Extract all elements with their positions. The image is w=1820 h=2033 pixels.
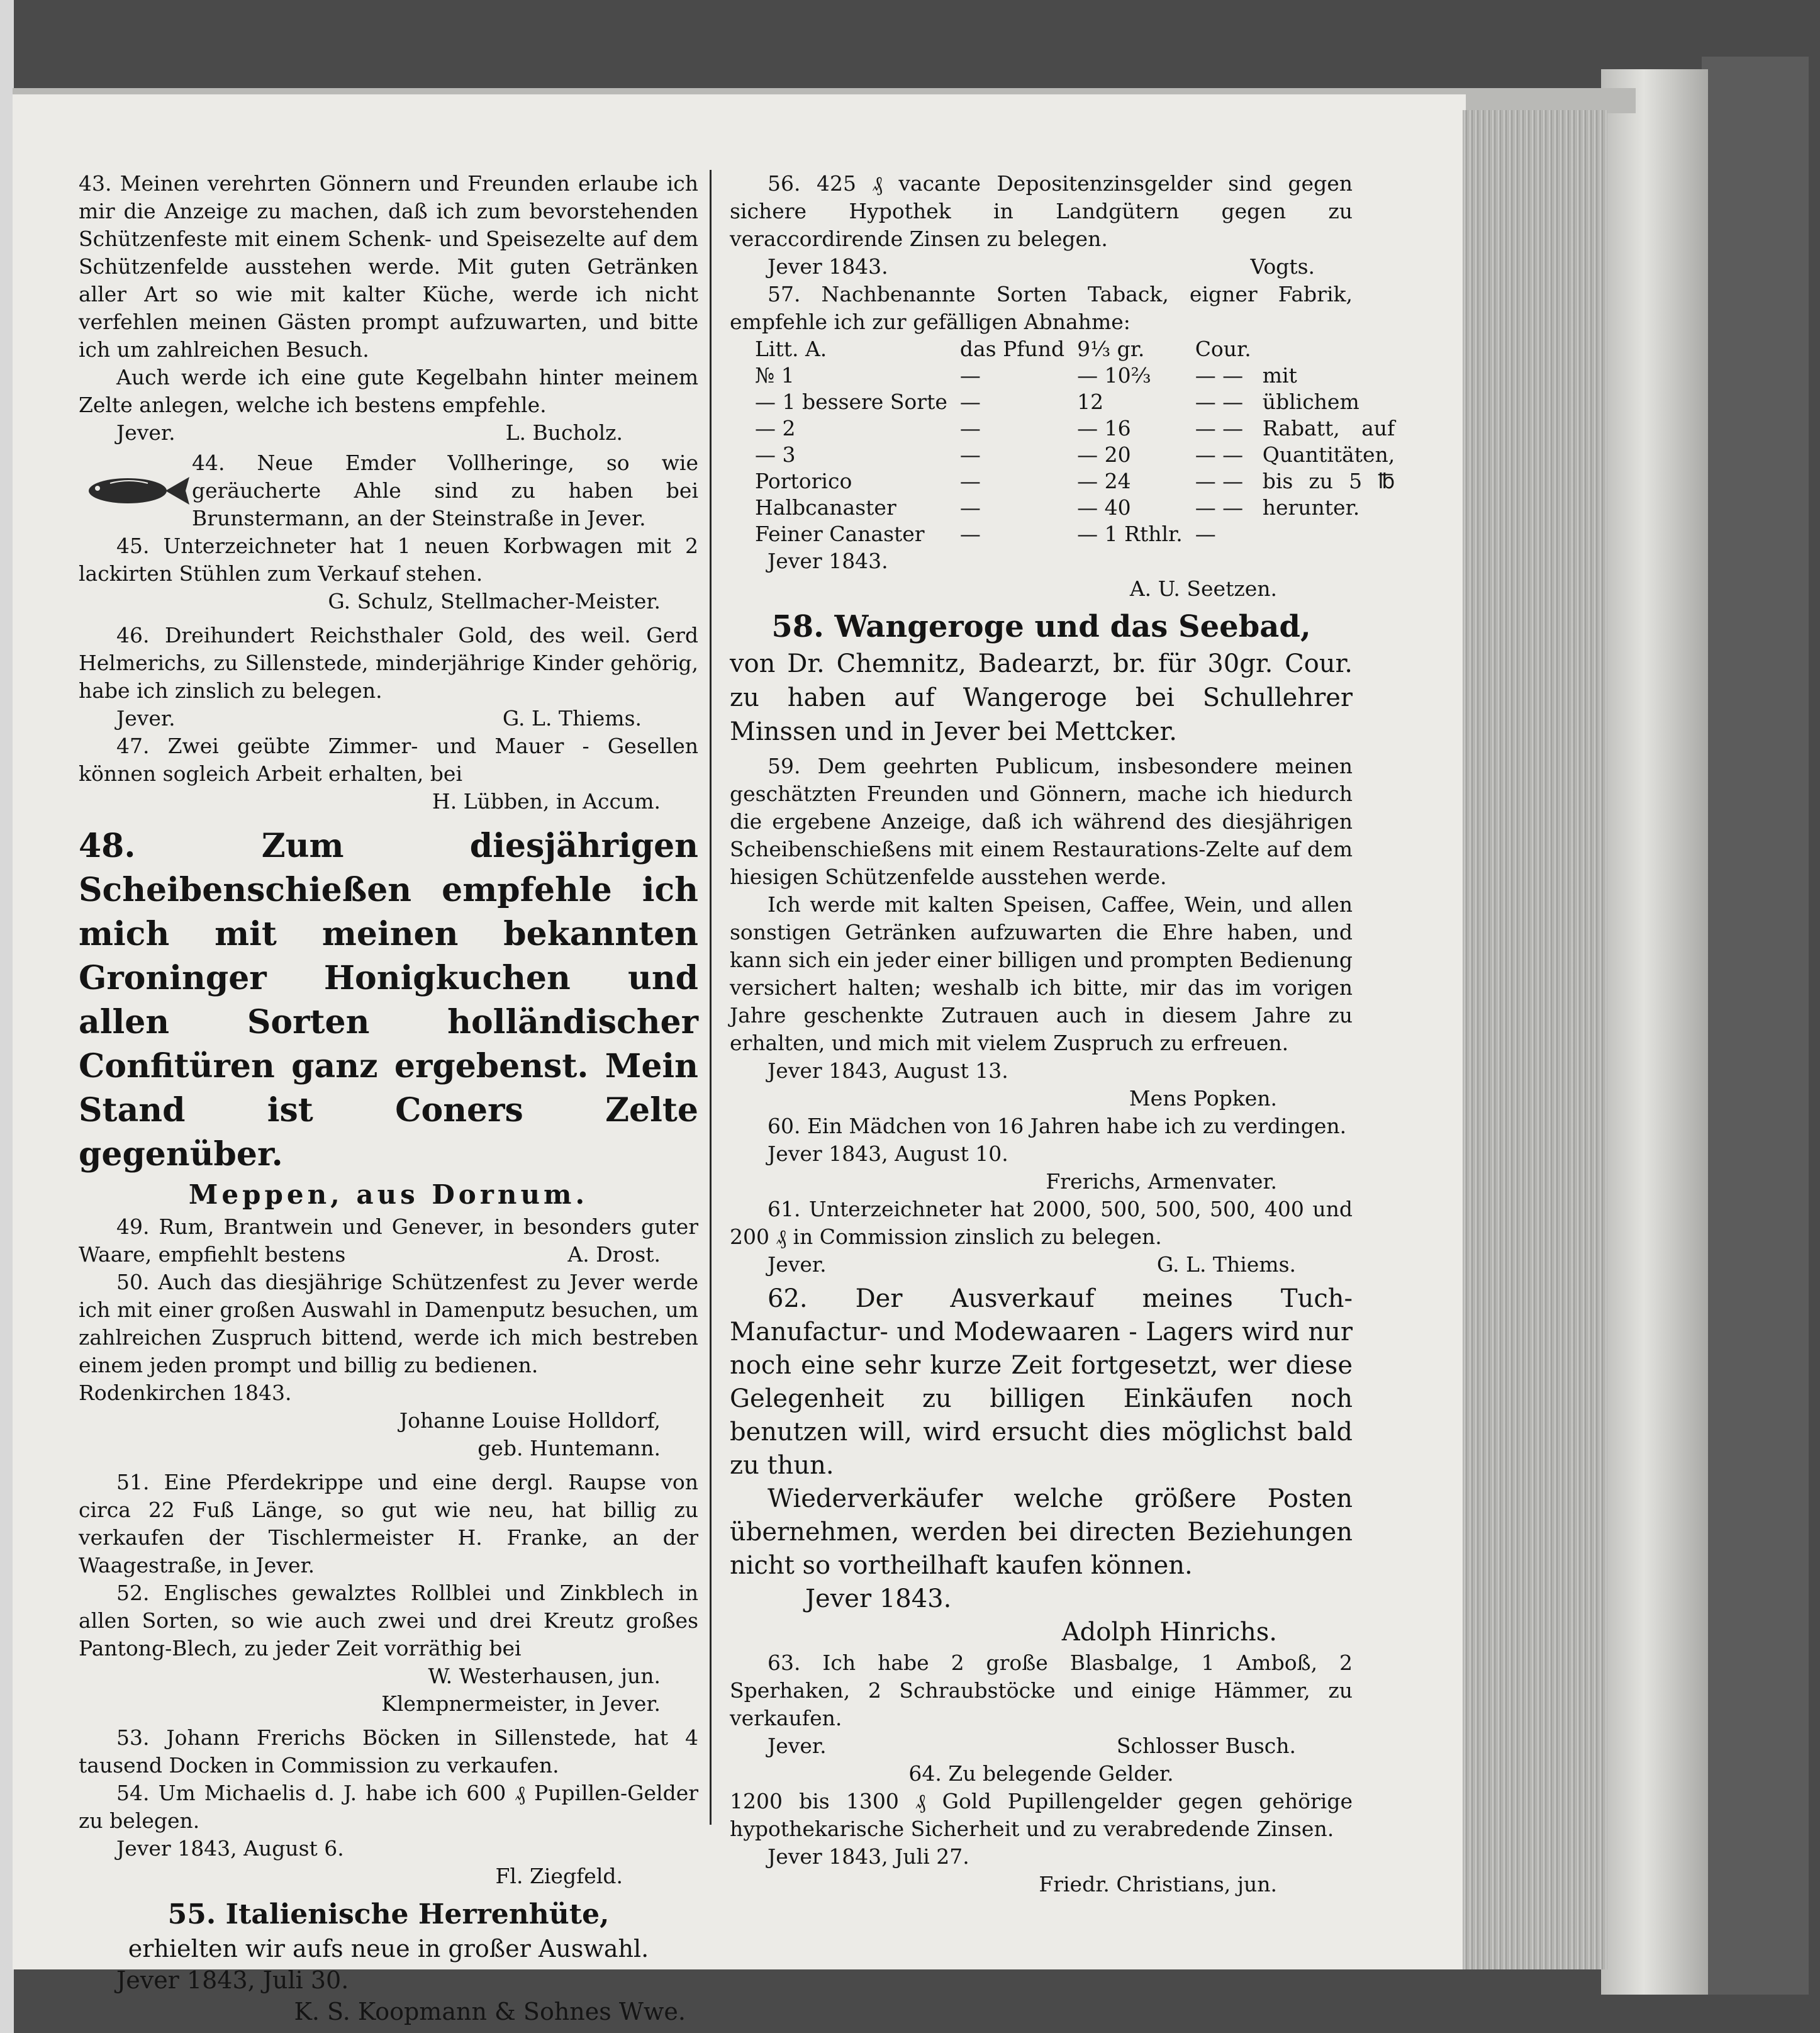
ad-place: Jever. G. L. Thiems. (730, 1251, 1353, 1279)
tobacco-cell: Litt. A. (755, 337, 827, 361)
ad-text: 62. Der Ausverkauf meines Tuch- Manufactur- und Modewaaren - Lagers wird nur noch eine sehr kurze Zeit fortgesetzt, wer diese Gelegenheit zu billigen Einkäufen noch benutzen will, wird ersucht dies möglichst bald zu thun. (730, 1284, 1353, 1480)
ad-signature: Fl. Ziegfeld. (495, 1864, 623, 1888)
ad-59 (730, 753, 1353, 1112)
ad-48 (79, 824, 698, 1213)
ad-signature: Schlosser Busch. (1116, 1733, 1296, 1758)
ad-text: 56. 425 ₰ vacante Depositenzinsgelder sind gegen sichere Hypothek in Landgütern gegen zu veraccordirende Zinsen zu belegen. (730, 171, 1353, 251)
ad-text: 57. Nachbenannte Sorten Taback, eigner Fabrik, empfehle ich zur gefälligen Abnahme: (730, 282, 1353, 334)
ad-signature: Johanne Louise Holldorf, (399, 1408, 661, 1433)
fish-icon (79, 472, 192, 510)
tobacco-cell: Halbcanaster (755, 495, 896, 520)
previous-page-edge (0, 0, 14, 2033)
ad-text: 47. Zwei geübte Zimmer- und Mauer - Gesellen können sogleich Arbeit erhalten, bei (79, 734, 698, 786)
tobacco-row (749, 495, 1258, 521)
ad-60 (730, 1112, 1353, 1196)
ad-signature: G. L. Thiems. (502, 706, 642, 731)
ad-signature: geb. Huntemann. (477, 1436, 661, 1460)
ad-heading: 64. Zu belegende Gelder. (908, 1761, 1174, 1786)
tobacco-cell: — 1 Rthlr. (1077, 522, 1183, 546)
ad-64 (730, 1760, 1353, 1898)
ad-place: Jever 1843, August 13. (768, 1058, 1008, 1083)
tobacco-cell: — 10⅔ (1077, 363, 1151, 388)
ad-text: 49. Rum, Brantwein und Genever, in besonders guter Waare, empfiehlt bestens (79, 1214, 698, 1267)
tobacco-cell: — (959, 522, 981, 546)
ad-place: Rodenkirchen 1843. (79, 1381, 292, 1405)
ad-43 (79, 170, 698, 447)
ad-text: 63. Ich habe 2 große Blasbalge, 1 Amboß, 2 Sperhaken, 2 Schraubstöcke und einige Hämmer, zu verkaufen. (730, 1650, 1353, 1730)
tobacco-cell: das Pfund (959, 337, 1065, 361)
ad-text: 44. Neue Emder Vollheringe, so wie geräucherte Ahle sind zu haben bei Brunstermann, an der Steinstraße in Jever. (192, 451, 698, 530)
book-cover-board (1601, 69, 1708, 1995)
ad-text: 46. Dreihundert Reichsthaler Gold, des weil. Gerd Helmerichs, zu Sillenstede, minderjährige Kinder gehörig, habe ich zinslich zu belegen. (79, 623, 698, 703)
tobacco-row (749, 415, 1258, 442)
ad-63 (730, 1649, 1353, 1760)
ad-heading: 55. Italienische Herrenhüte, (167, 1898, 610, 1930)
ad-53 (79, 1724, 698, 1779)
ad-50 (79, 1269, 698, 1462)
tobacco-row (749, 468, 1258, 495)
ad-signature: L. Bucholz. (505, 420, 623, 445)
ad-text: 43. Meinen verehrten Gönnern und Freunden erlaube ich mir die Anzeige zu machen, daß ich zum bevorstehenden Schützenfeste mit einem Schenk- und Speisezelte auf dem Schützenfelde ausstehen werde. Mit guten Getränken aller Art so wie mit kalter Küche, werde ich nicht verfehlen meinen Gästen prompt aufzuwarten, und bitte ich um zahlreichen Besuch. (79, 171, 698, 362)
ad-62 (730, 1282, 1353, 1649)
ad-text: Auch werde ich eine gute Kegelbahn hinter meinem Zelte anlegen, welche ich bestens empfehle. (79, 365, 698, 417)
ad-signature: Friedr. Christians, jun. (1039, 1872, 1277, 1896)
ad-text: Wiederverkäufer welche größere Posten übernehmen, werden bei directen Beziehungen nicht so vortheilhaft kaufen können. (730, 1484, 1353, 1580)
ad-46 (79, 622, 698, 732)
ad-54 (79, 1779, 698, 1890)
ad-place: Jever 1843, August 10. (768, 1141, 1008, 1166)
tobacco-cell: — (1195, 522, 1216, 546)
tobacco-cell: — 24 (1077, 469, 1131, 493)
tobacco-cell: — — (1195, 416, 1244, 440)
ad-text: erhielten wir aufs neue in großer Auswahl. (128, 1935, 649, 1963)
ad-57 (730, 281, 1395, 603)
ad-signature: Vogts. (1250, 254, 1315, 279)
tobacco-cell: — 16 (1077, 416, 1131, 440)
ad-signature: Meppen, aus Dornum. (188, 1179, 589, 1210)
ad-place: Jever 1843, August 6. (116, 1836, 344, 1861)
tobacco-cell: — (959, 363, 981, 388)
tobacco-cell: — (959, 442, 981, 467)
ad-55 (79, 1896, 698, 2027)
tobacco-cell: № 1 (755, 363, 795, 388)
tobacco-row (749, 336, 1258, 362)
page-stack-edges (1463, 110, 1607, 1969)
ad-text: Ich werde mit kalten Speisen, Caffee, Wein, und allen sonstigen Getränken aufzuwarten die Ehre haben, und kann sich ein jeder einer billigen und prompten Bedienung versichert halten; weshalb ich bitte, mir das im vorigen Jahre geschenkte Zutrauen auch in diesem Jahre zu erhalten, und mich mit vielem Zuspruch zu erfreuen. (730, 892, 1353, 1055)
tobacco-cell: — — (1195, 495, 1244, 520)
ad-signature: Adolph Hinrichs. (1061, 1618, 1277, 1647)
tobacco-cell: — — (1195, 469, 1244, 493)
ad-signature: H. Lübben, in Accum. (432, 789, 661, 814)
ad-signature: K. S. Koopmann & Sohnes Wwe. (294, 1998, 686, 2025)
tobacco-row (749, 521, 1258, 547)
ad-text: 52. Englisches gewalztes Rollblei und Zinkblech in allen Sorten, so wie auch zwei und drei Kreutz großes Pantong-Blech, zu jeder Zeit vorräthig bei (79, 1581, 698, 1661)
left-column (79, 170, 698, 2027)
ad-text: 59. Dem geehrten Publicum, insbesondere meinen geschätzten Freunden und Gönnern, mache ich hiedurch die ergebene Anzeige, daß ich während des diesjährigen Scheibenschießens mit einem Restaurations-Zelte auf dem hiesigen Schützenfelde ausstehen werde. (730, 754, 1353, 889)
ad-58 (730, 607, 1353, 749)
ad-signature: Mens Popken. (1129, 1086, 1277, 1111)
tobacco-price-list (730, 336, 1395, 547)
tobacco-cell: — 2 (755, 416, 796, 440)
ad-text: 50. Auch das diesjährige Schützenfest zu Jever werde ich mit einer großen Auswahl in Damenputz besuchen, um zahlreichen Zuspruch bittend, werde ich mich bestreben einem jeden prompt und billig zu bedienen. (79, 1270, 698, 1377)
ad-signature: G. L. Thiems. (1156, 1252, 1296, 1277)
tobacco-table (749, 336, 1258, 547)
ad-49 (79, 1213, 698, 1269)
tobacco-cell: — (959, 469, 981, 493)
tobacco-cell: Portorico (755, 469, 852, 493)
tobacco-row (749, 389, 1258, 415)
ad-text: 1200 bis 1300 ₰ Gold Pupillengelder gegen gehörige hypothekarische Sicherheit und zu verabredende Zinsen. (730, 1789, 1353, 1841)
tobacco-cell: — 3 (755, 442, 796, 467)
ad-place: Jever 1843. (805, 1584, 952, 1613)
ad-text: 61. Unterzeichneter hat 2000, 500, 500, 500, 400 und 200 ₰ in Commission zinslich zu belegen. (730, 1197, 1353, 1249)
ad-signature: Klempnermeister, in Jever. (381, 1691, 661, 1716)
ad-51 (79, 1469, 698, 1579)
tobacco-row (749, 442, 1258, 468)
ad-place: Jever 1843, Juli 30. (116, 1966, 349, 1994)
right-column (730, 170, 1395, 1898)
tobacco-cell: — 1 bessere Sorte (755, 389, 947, 414)
ad-47 (79, 732, 698, 815)
ad-text: 51. Eine Pferdekrippe und eine dergl. Raupse von circa 22 Fuß Länge, so gut wie neu, hat billig zu verkaufen der Tischlermeister H. Franke, an der Waagestraße, in Jever. (79, 1470, 698, 1577)
ad-52 (79, 1579, 698, 1718)
tobacco-row (749, 362, 1258, 389)
ad-61 (730, 1196, 1353, 1279)
tobacco-cell: — (959, 416, 981, 440)
ad-56 (730, 170, 1353, 281)
tobacco-cell: 9⅓ gr. (1077, 337, 1145, 361)
tobacco-cell: — 20 (1077, 442, 1131, 467)
ad-place: Jever 1843. Vogts. (730, 253, 1353, 281)
ad-place: Jever. G. L. Thiems. (79, 705, 698, 732)
ad-signature: A. Drost. (567, 1242, 661, 1267)
ad-place: Jever. L. Bucholz. (79, 419, 698, 447)
tobacco-cell: — 40 (1077, 495, 1131, 520)
ad-text: 60. Ein Mädchen von 16 Jahren habe ich zu verdingen. (768, 1114, 1347, 1138)
ad-text: von Dr. Chemnitz, Badearzt, br. für 30gr. Cour. zu haben auf Wangeroge bei Schullehrer Minssen und in Jever bei Mettcker. (730, 649, 1353, 746)
ad-45 (79, 532, 698, 615)
tobacco-cell: — — (1195, 442, 1244, 467)
ad-text: 53. Johann Frerichs Böcken in Sillenstede, hat 4 tausend Docken in Commission zu verkaufen. (79, 1725, 698, 1778)
tobacco-cell: Feiner Canaster (755, 522, 925, 546)
tobacco-cell: — (959, 389, 981, 414)
tobacco-cell: — — (1195, 389, 1244, 414)
tobacco-cell: Cour. (1195, 337, 1251, 361)
ad-place: Jever. Schlosser Busch. (730, 1732, 1353, 1760)
ad-display-text: 48. Zum diesjährigen Scheibenschießen empfehle ich mich mit meinen bekannten Groninger Honigkuchen und allen Sorten holländischer Confitüren ganz ergebenst. Mein Stand ist Coners Zelte gegenüber. (79, 827, 698, 1173)
ad-place: Jever 1843, Juli 27. (768, 1844, 969, 1869)
ad-signature: A. U. Seetzen. (1129, 576, 1277, 601)
ad-signature: Frerichs, Armenvater. (1046, 1169, 1277, 1194)
ad-signature: W. Westerhausen, jun. (428, 1664, 661, 1688)
book-cover-spine (1702, 57, 1809, 1995)
ad-44 (79, 449, 698, 532)
ad-heading: 58. Wangeroge und das Seebad, (771, 609, 1311, 644)
ad-text: 54. Um Michaelis d. J. habe ich 600 ₰ Pupillen-Gelder zu belegen. (79, 1781, 698, 1833)
ad-signature: G. Schulz, Stellmacher-Meister. (328, 589, 661, 613)
ad-place: Jever 1843. (768, 549, 888, 573)
ad-text: 45. Unterzeichneter hat 1 neuen Korbwagen mit 2 lackirten Stühlen zum Verkauf stehen. (79, 534, 698, 586)
tobacco-cell: 12 (1077, 389, 1104, 414)
tobacco-cell: — — (1195, 363, 1244, 388)
discount-note: mit üblichem Rabatt, auf Quantitäten, bis zu 5 ℔ herunter. (1262, 363, 1395, 520)
tobacco-cell: — (959, 495, 981, 520)
column-divider (710, 170, 712, 1825)
